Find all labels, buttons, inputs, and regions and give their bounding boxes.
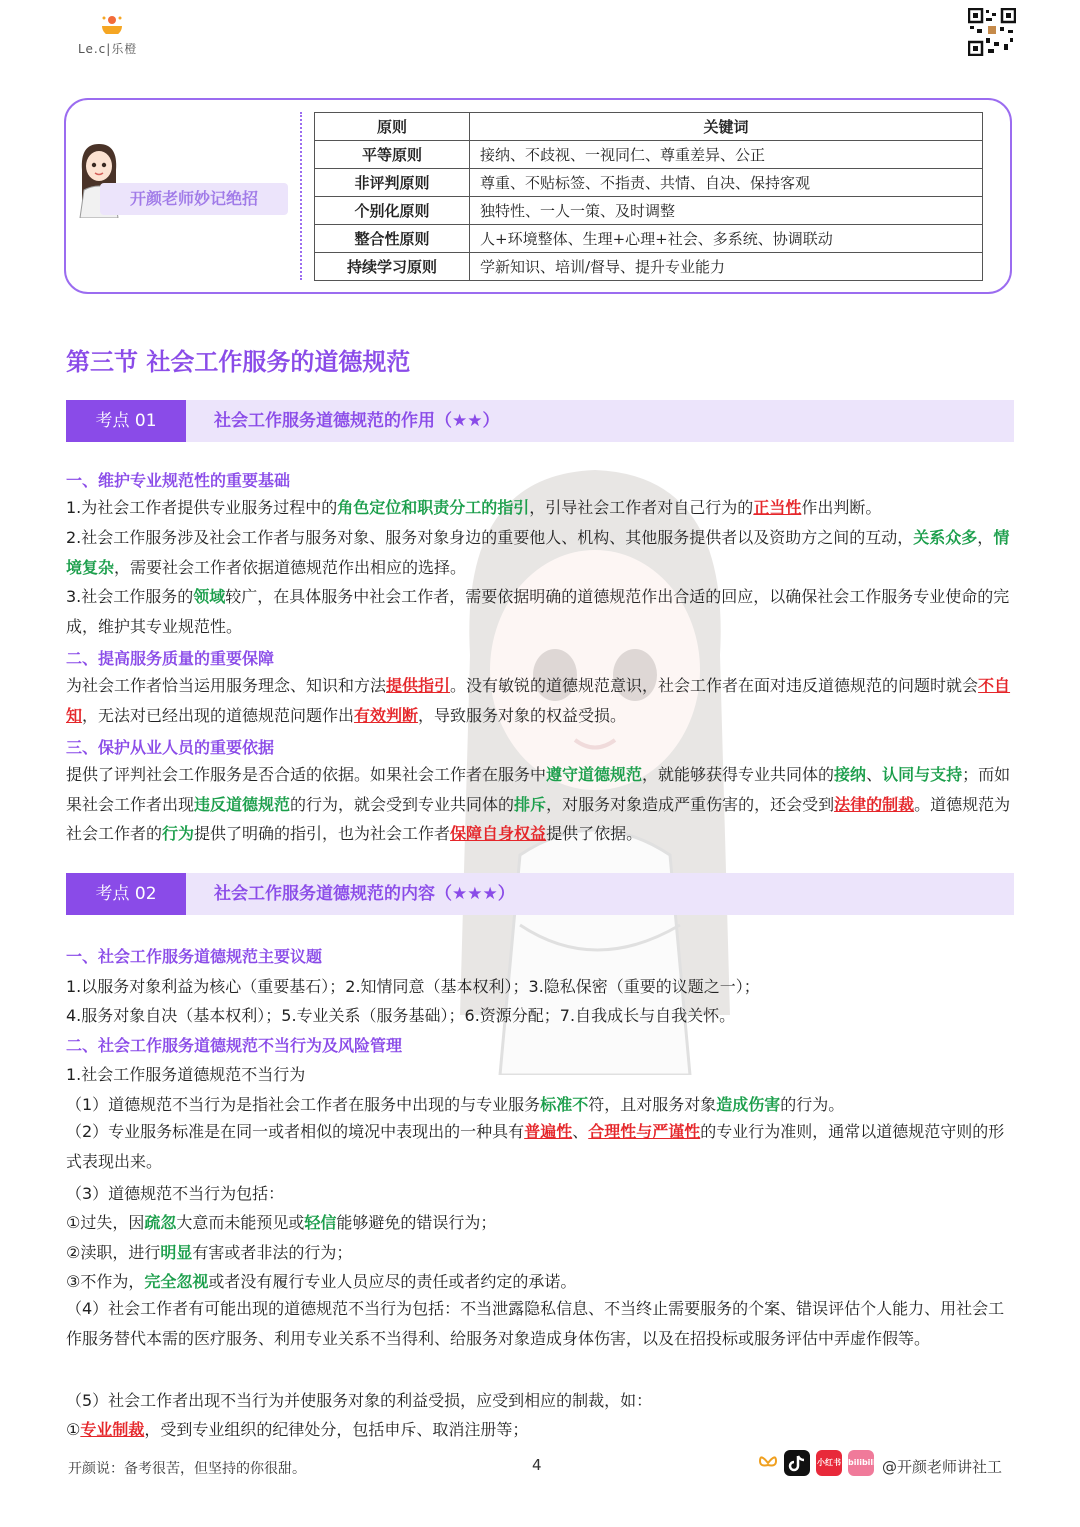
qr-code-icon bbox=[968, 8, 1016, 56]
kp1-paragraph-1 bbox=[66, 493, 1016, 523]
highlight-green: 角色定位和职责分工的指引 bbox=[337, 498, 530, 517]
text: ，受到专业组织的纪律处分，包括申斥、取消注册等； bbox=[144, 1420, 529, 1439]
table-row bbox=[315, 141, 983, 169]
text: 作出判断。 bbox=[801, 498, 882, 517]
text: 的专业行为准则，通常以道德规范守则的形式表现出来。 bbox=[66, 1122, 1005, 1171]
highlight-green: 疏忽 bbox=[144, 1213, 177, 1232]
highlight-green: 违反道德规范 bbox=[194, 794, 291, 814]
kaodian-02-tag: 考点 02 bbox=[66, 873, 186, 915]
highlight-green: 明显 bbox=[160, 1243, 193, 1262]
kp2-line-9 bbox=[66, 1269, 576, 1292]
kp2-line-11: （5）社会工作者出现不当行为并使服务对象的利益受损，应受到相应的制裁，如： bbox=[66, 1391, 653, 1410]
social-icons bbox=[758, 1450, 878, 1478]
highlight-green: 完全忽视 bbox=[144, 1272, 209, 1291]
kp1-paragraph-2 bbox=[66, 523, 1016, 582]
text: ②渎职，进行 bbox=[66, 1243, 161, 1262]
highlight-red: 合理性与严谨性 bbox=[588, 1122, 701, 1141]
kp2-paragraph-10: （4）社会工作者有可能出现的道德规范不当行为包括：不当泄露隐私信息、不当终止需要服务的个案、错误评估个人能力、用社会工作服务替代本需的医疗服务、利用专业关系不当得利、给服务对象造成身体伤害，以及在招投标或服务评估中弄虚作假等。 bbox=[66, 1299, 1005, 1348]
text: 有害或者非法的行为； bbox=[192, 1243, 353, 1262]
principles-table bbox=[314, 112, 983, 281]
douyin-icon bbox=[784, 1450, 810, 1476]
highlight-green: 行为 bbox=[162, 824, 195, 843]
highlight-red: 普遍性 bbox=[524, 1122, 573, 1141]
highlight-green: 排斥 bbox=[514, 794, 547, 814]
keywords-cell: 学新知识、培训/督导、提升专业能力 bbox=[470, 253, 983, 281]
kp2-paragraph-5 bbox=[66, 1117, 1016, 1176]
kp1-heading-2: 二、提高服务质量的重要保障 bbox=[66, 649, 275, 668]
kaodian-01-tag: 考点 01 bbox=[66, 400, 186, 442]
text: ，引导社会工作者对自己行为的 bbox=[529, 498, 754, 517]
table-header-row bbox=[315, 113, 983, 141]
kaodian-01-bar bbox=[66, 400, 1014, 442]
highlight-red: 法律的制裁 bbox=[834, 794, 915, 814]
keywords-cell: 人+环境整体、生理+心理+社会、多系统、协调联动 bbox=[470, 225, 983, 253]
highlight-red: 保障自身权益 bbox=[450, 824, 547, 843]
principle-cell: 持续学习原则 bbox=[315, 253, 470, 281]
column-header-principle: 原则 bbox=[315, 113, 470, 141]
xiaohongshu-icon: 小红书 bbox=[816, 1450, 842, 1476]
text: （2）专业服务标准是在同一或者相似的境况中表现出的一种具有 bbox=[66, 1122, 525, 1141]
highlight-green: 轻信 bbox=[304, 1213, 337, 1232]
table-row bbox=[315, 197, 983, 225]
text: 的行为。 bbox=[780, 1095, 845, 1114]
kp2-line-4 bbox=[66, 1092, 844, 1115]
text: 为社会工作者恰当运用服务理念、知识和方法 bbox=[66, 676, 387, 695]
kp2-line-8 bbox=[66, 1240, 352, 1263]
keywords-cell: 接纳、不歧视、一视同仁、尊重差异、公正 bbox=[470, 141, 983, 169]
text: ， bbox=[977, 528, 994, 547]
text: 符，且对服务对象 bbox=[588, 1095, 717, 1114]
kp1-paragraph-3 bbox=[66, 582, 1016, 641]
text: 3.社会工作服务的 bbox=[66, 587, 194, 606]
text: 提供了明确的指引，也为社会工作者 bbox=[194, 824, 451, 843]
text: 或者没有履行专业人员应尽的责任或者约定的承诺。 bbox=[208, 1272, 577, 1291]
text: ；而如果社会工作者出现 bbox=[66, 765, 1011, 814]
kp2-heading-1: 一、社会工作服务道德规范主要议题 bbox=[66, 947, 323, 966]
keywords-cell: 尊重、不贴标签、不指责、共情、自决、保持客观 bbox=[470, 169, 983, 197]
text: 大意而未能预见或 bbox=[176, 1213, 305, 1232]
highlight-red: 提供指引 bbox=[386, 676, 451, 695]
kp2-line-6: （3）道德规范不当行为包括： bbox=[66, 1184, 285, 1203]
keywords-cell: 独特性、一人一策、及时调整 bbox=[470, 197, 983, 225]
principle-cell: 整合性原则 bbox=[315, 225, 470, 253]
page-number: 4 bbox=[532, 1456, 542, 1474]
highlight-red: 有效判断 bbox=[354, 705, 419, 725]
table-row bbox=[315, 225, 983, 253]
kp2-line-1: 1.以服务对象利益为核心（重要基石）；2.知情同意（基本权利）；3.隐私保密（重要的议题之一）； bbox=[66, 977, 760, 996]
text: 、 bbox=[866, 765, 883, 784]
brand-logo bbox=[78, 14, 148, 58]
highlight-red: 不自知 bbox=[66, 676, 1011, 725]
text: 能够避免的错误行为； bbox=[336, 1213, 497, 1232]
text: ，就能够获得专业共同体的 bbox=[642, 765, 835, 784]
text: ，对服务对象造成严重伤害的，还会受到 bbox=[546, 794, 835, 814]
principle-cell: 非评判原则 bbox=[315, 169, 470, 197]
text: 提供了依据。 bbox=[546, 824, 643, 843]
principle-cell: 个别化原则 bbox=[315, 197, 470, 225]
kp1-heading-3: 三、保护从业人员的重要依据 bbox=[66, 738, 275, 757]
highlight-green: 遵守道德规范 bbox=[546, 765, 643, 784]
kp2-line-3: 1.社会工作服务道德规范不当行为 bbox=[66, 1065, 306, 1084]
principle-cell: 平等原则 bbox=[315, 141, 470, 169]
text: 较广，在具体服务中社会工作者，需要依据明确的道德规范作出合适的回应，以确保社会工作服务专业使命的完成，维护其专业规范性。 bbox=[66, 587, 1010, 636]
kp2-line-7 bbox=[66, 1210, 496, 1233]
logo-text: Le.c|乐橙 bbox=[78, 42, 138, 56]
text: ③不作为， bbox=[66, 1272, 145, 1291]
highlight-green: 关系众多 bbox=[913, 528, 978, 547]
kp1-paragraph-4 bbox=[66, 671, 1016, 730]
text: ①过失，因 bbox=[66, 1213, 145, 1232]
text: 、 bbox=[572, 1122, 589, 1141]
text: 。道德规范为社会工作者的 bbox=[66, 794, 1011, 843]
kp2-heading-2: 二、社会工作服务道德规范不当行为及风险管理 bbox=[66, 1036, 403, 1055]
highlight-green: 标准不 bbox=[540, 1095, 589, 1114]
text: （1）道德规范不当行为是指社会工作者在服务中出现的与专业服务 bbox=[66, 1095, 541, 1114]
author-handle: @开颜老师讲社工 bbox=[882, 1458, 1003, 1476]
highlight-green: 认同与支持 bbox=[882, 765, 963, 784]
bilibili-icon: bilibili bbox=[848, 1450, 874, 1476]
section-title: 第三节 社会工作服务的道德规范 bbox=[66, 348, 411, 376]
highlight-green: 情境复杂 bbox=[66, 528, 1010, 577]
table-row bbox=[315, 169, 983, 197]
kp1-paragraph-5 bbox=[66, 760, 1016, 849]
kp2-line-2: 4.服务对象自决（基本权利）；5.专业关系（服务基础）；6.资源分配；7.自我成长与自我关怀。 bbox=[66, 1006, 736, 1025]
highlight-green: 领域 bbox=[193, 587, 226, 606]
text: ，无法对已经出现的道德规范问题作出 bbox=[82, 705, 355, 725]
footer-slogan: 开颜说：备考很苦，但坚持的你很甜。 bbox=[68, 1461, 306, 1477]
kaodian-02-title: 社会工作服务道德规范的内容（★★★） bbox=[214, 884, 515, 904]
highlight-green: 接纳 bbox=[834, 765, 867, 784]
memo-tag: 开颜老师妙记绝招 bbox=[100, 183, 288, 215]
kaodian-01-title: 社会工作服务道德规范的作用（★★） bbox=[214, 411, 500, 431]
text: 的行为，就会受到专业共同体的 bbox=[290, 794, 515, 814]
table-row bbox=[315, 253, 983, 281]
text: ① bbox=[66, 1420, 81, 1439]
kp1-heading-1: 一、维护专业规范性的重要基础 bbox=[66, 471, 291, 490]
text: ，导致服务对象的权益受损。 bbox=[418, 705, 627, 725]
column-header-keywords: 关键词 bbox=[470, 113, 983, 141]
sun-logo-icon bbox=[100, 14, 124, 34]
kp2-line-12 bbox=[66, 1417, 528, 1440]
text: 提供了评判社会工作服务是否合适的依据。如果社会工作者在服务中 bbox=[66, 765, 547, 784]
highlight-red: 正当性 bbox=[753, 498, 802, 517]
text: 。没有敏锐的道德规范意识，社会工作者在面对违反道德规范的问题时就会 bbox=[450, 676, 979, 695]
memo-divider bbox=[300, 112, 302, 280]
text: 1.为社会工作者提供专业服务过程中的 bbox=[66, 498, 338, 517]
text: 2.社会工作服务涉及社会工作者与服务对象、服务对象身边的重要他人、机构、其他服务提供者以及资助方之间的互动， bbox=[66, 528, 914, 547]
highlight-red: 专业制裁 bbox=[80, 1420, 145, 1439]
text: ，需要社会工作者依据道德规范作出相应的选择。 bbox=[114, 557, 467, 577]
highlight-green: 造成伤害 bbox=[716, 1095, 781, 1114]
kaodian-02-bar bbox=[66, 873, 1014, 915]
butterfly-icon bbox=[758, 1453, 778, 1473]
